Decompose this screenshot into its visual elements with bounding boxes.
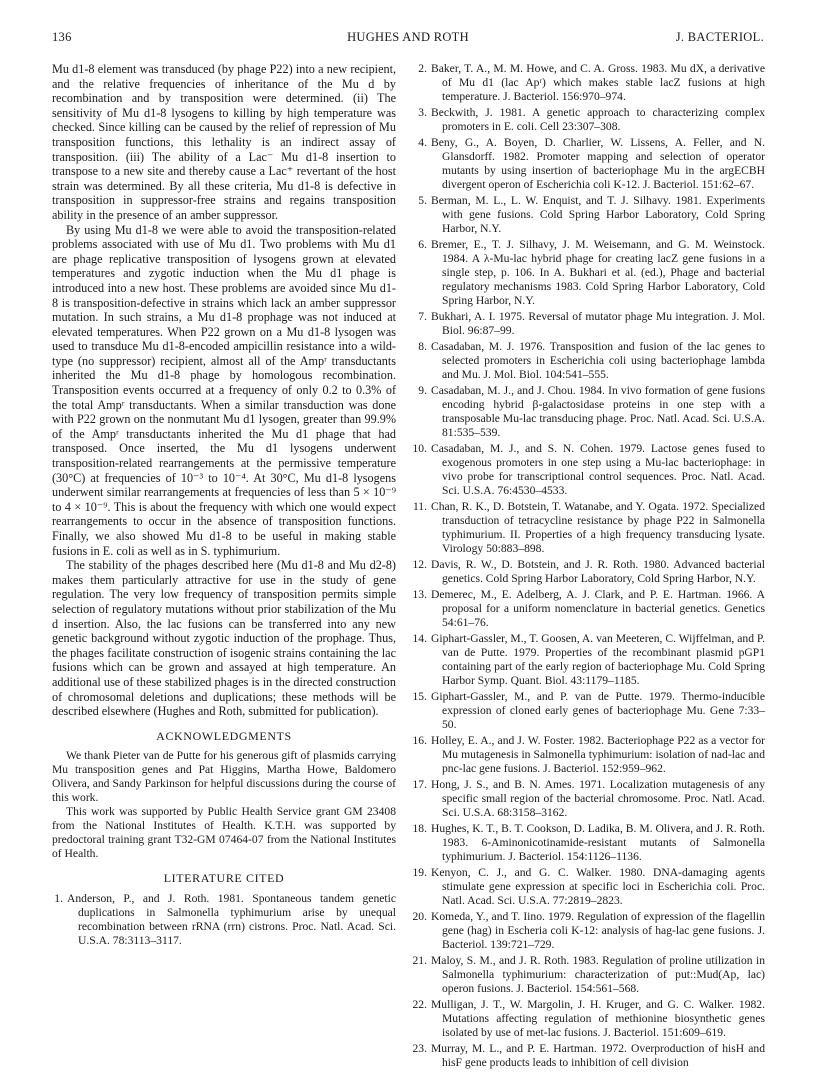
reference-entry — [412, 866, 765, 908]
reference-text: Mulligan, J. T., W. Margolin, J. H. Kruger, and G. C. Walker. 1982. Mutations affecting regulation of methionine biosynthetic genes isolated by use of met-lac fusions. J. Bacteriol. 151:609–619. — [431, 998, 765, 1039]
reference-number: 2. — [418, 62, 427, 75]
reference-number: 8. — [418, 340, 427, 353]
reference-text: Hong, J. S., and B. N. Ames. 1971. Localization mutagenesis of any specific small region of the bacterial chromosome. Proc. Natl. Acad. Sci. U.S.A. 68:3158–3162. — [431, 778, 765, 819]
reference-text: Giphart-Gassler, M., T. Goosen, A. van Meeteren, C. Wijffelman, and P. van de Putte. 1979. Properties of the recombinant plasmid pGP1 containing part of the early region of bacteriophage Mu. Cold Spring Harbor Symp. Quant. Biol. 43:1179–1185. — [431, 632, 765, 687]
reference-number: 13. — [412, 588, 427, 601]
running-authors: HUGHES AND ROTH — [347, 30, 469, 44]
reference-text: Maloy, S. M., and J. R. Roth. 1983. Regulation of proline utilization in Salmonella typhimurium: characterization of put::Mud(Ap, lac) operon fusions. J. Bacteriol. 154:561–568. — [431, 954, 765, 995]
reference-text: Holley, E. A., and J. W. Foster. 1982. Bacteriophage P22 as a vector for Mu mutagenesis in Salmonella typhimurium: isolation of nad-lac and pnc-lac gene fusions. J. Bacteriol. 152:959–962. — [431, 734, 765, 775]
reference-number: 6. — [418, 238, 427, 251]
reference-text: Bukhari, A. I. 1975. Reversal of mutator phage Mu integration. J. Mol. Biol. 96:87–99. — [431, 310, 765, 337]
reference-entry — [412, 910, 765, 952]
reference-text: Chan, R. K., D. Botstein, T. Watanabe, and Y. Ogata. 1972. Specialized transduction of tetracycline resistance by phage P22 in Salmonella typhimurium. II. Properties of a high frequency transducing lysate. Virology 50:883–898. — [431, 500, 765, 555]
reference-number: 23. — [412, 1042, 427, 1055]
reference-entry — [412, 632, 765, 688]
reference-entry — [412, 690, 765, 732]
reference-entry — [412, 500, 765, 556]
reference-entry — [412, 954, 765, 996]
journal-name: J. BACTERIOL. — [675, 30, 764, 44]
reference-number: 15. — [412, 690, 427, 703]
reference-text: Davis, R. W., D. Botstein, and J. R. Roth. 1980. Advanced bacterial genetics. Cold Spring Harbor Laboratory, Cold Spring Harbor, N.Y. — [431, 558, 765, 585]
reference-text: Demerec, M., E. Adelberg, A. J. Clark, and P. E. Hartman. 1966. A proposal for a uniform nomenclature in bacterial genetics. Genetics 54:61–76. — [431, 588, 765, 629]
acknowledgment-paragraph: We thank Pieter van de Putte for his generous gift of plasmids carrying Mu transposition genes and Pat Higgins, Martha Howe, Baldomero Olivera, and Sandy Parkinson for helpful discussions during the course of this work. — [52, 749, 396, 805]
reference-entry — [412, 822, 765, 864]
literature-cited-heading: LITERATURE CITED — [163, 871, 285, 886]
reference-number: 12. — [412, 558, 427, 571]
body-paragraph: By using Mu d1-8 we were able to avoid the transposition-related problems associated with use of Mu d1. Two problems with Mu d1 are phage replicative transposition of lysogens grown at elevated temperatures and zygotic induction when the Mu d1 phage is introduced into a new host. These problems are avoided since Mu d1-8 is transposition-defective in strains which lack an amber suppressor mutation. In such strains, a Mu d1-8 prophage was not induced at elevated temperatures. When P22 grown on a Mu d1-8 lysogen was used to transduce Mu d1-8-encoded ampicillin resistance into a wild-type (no suppressor) recipient, almost all of the Ampʳ transductants inherited the Mu d1-8 phage by homologous recombination. Transposition events occurred at a frequency of only 0.2 to 0.3% of the total Ampʳ transductants. When a similar transduction was done with P22 grown on the nonmutant Mu d1 lysogen, greater than 99.9% of the Ampʳ transductants inherited the Mu d1 phage that had transposed. Once inserted, the Mu d1 lysogens underwent transposition-related rearrangements at the permissive temperature (30°C) at frequencies of 10⁻³ to 10⁻⁴. At 30°C, Mu d1-8 lysogens underwent similar rearrangements at frequencies of less than 5 × 10⁻⁹ to 4 × 10⁻⁹. This is about the frequency with which one would expect rearrangements to occur in the absence of transposition functions. Finally, we also showed Mu d1-8 to be useful in making stable fusions in E. coli as well as in S. typhimurium. — [52, 222, 396, 558]
reference-text: Casadaban, M. J., and S. N. Cohen. 1979. Lactose genes fused to exogenous promoters in one step using a Mu-lac bacteriophage: in vivo probe for transcriptional control sequences. Proc. Natl. Acad. Sci. U.S.A. 76:4530–4533. — [431, 442, 765, 497]
reference-entry — [416, 194, 765, 236]
reference-entry — [412, 778, 765, 820]
reference-text: Beckwith, J. 1981. A genetic approach to characterizing complex promoters in E. coli. Cell 23:307–308. — [431, 106, 765, 133]
reference-text: Hughes, K. T., B. T. Cookson, D. Ladika, B. M. Olivera, and J. R. Roth. 1983. 6-Aminonicotinamide-resistant mutants of Salmonella typhimurium. J. Bacteriol. 154:1126–1136. — [431, 822, 765, 863]
reference-number: 10. — [412, 442, 427, 455]
reference-entry — [416, 340, 765, 382]
reference-number: 18. — [412, 822, 427, 835]
reference-number: 5. — [418, 194, 427, 207]
reference-number: 22. — [412, 998, 427, 1011]
reference-text: Anderson, P., and J. Roth. 1981. Spontaneous tandem genetic duplications in Salmonella typhimurium arise by unequal recombination between rRNA (rrn) cistrons. Proc. Natl. Acad. Sci. U.S.A. 78:3113–3117. — [67, 891, 396, 947]
reference-number: 1. — [54, 891, 63, 905]
reference-number: 9. — [418, 384, 427, 397]
reference-number: 7. — [418, 310, 427, 323]
reference-text: Giphart-Gassler, M., and P. van de Putte. 1979. Thermo-inducible expression of cloned early genes of bacteriophage Mu. Gene 7:33–50. — [431, 690, 765, 731]
body-paragraph: The stability of the phages described here (Mu d1-8 and Mu d2-8) makes them particularly attractive for use in the study of gene regulation. The very low frequency of transposition permits simple selection of regulatory mutations without prior stabilization of the Mu d insertion. Also, the lac fusions can be transferred into any new genetic background without zygotic induction of the prophage. Thus, the phages facilitate construction of isogenic strains containing the lac fusions which can be grown and assayed at high temperature. An additional use of these stabilized phages is in the directed construction of chromosomal deletions and duplications; these methods will be described elsewhere (Hughes and Roth, submitted for publication). — [52, 558, 396, 719]
reference-text: Berman, M. L., L. W. Enquist, and T. J. Silhavy. 1981. Experiments with gene fusions. Cold Spring Harbor Laboratory, Cold Spring Harbor, N.Y. — [431, 194, 765, 235]
reference-number: 16. — [412, 734, 427, 747]
reference-text: Bremer, E., T. J. Silhavy, J. M. Weisemann, and G. M. Weinstock. 1984. A λ-Mu-lac hybrid phage for creating lacZ gene fusions in a single step, p. 106. In A. Bukhari et al. (ed.), Phage and bacterial regulatory mechanisms 1983. Cold Spring Harbor Laboratory, Cold Spring Harbor, N.Y. — [431, 238, 765, 307]
reference-number: 21. — [412, 954, 427, 967]
reference-text: Baker, T. A., M. M. Howe, and C. A. Gross. 1983. Mu dX, a derivative of Mu d1 (lac Apʳ) which makes stable lacZ fusions at high temperature. J. Bacteriol. 156:970–974. — [431, 62, 765, 103]
reference-number: 19. — [412, 866, 427, 879]
reference-entry — [412, 442, 765, 498]
reference-entry — [416, 310, 765, 338]
reference-number: 17. — [412, 778, 427, 791]
reference-text: Casadaban, M. J., and J. Chou. 1984. In vivo formation of gene fusions encoding hybrid β-galactosidase proteins in one step with a transposable Mu-lac transducing phage. Proc. Natl. Acad. Sci. U.S.A. 81:535–539. — [431, 384, 765, 439]
reference-text: Murray, M. L., and P. E. Hartman. 1972. Overproduction of hisH and hisF gene products leads to inhibition of cell division — [431, 1042, 765, 1069]
reference-number: 11. — [412, 500, 427, 513]
reference-entry — [412, 558, 765, 586]
reference-text: Kenyon, C. J., and G. C. Walker. 1980. DNA-damaging agents stimulate gene expression at specific loci in Escherichia coli. Proc. Natl. Acad. Sci. U.S.A. 77:2819–2823. — [431, 866, 765, 907]
reference-entry — [416, 136, 765, 192]
reference-entry — [416, 384, 765, 440]
page-number: 136 — [52, 30, 72, 44]
acknowledgment-paragraph: This work was supported by Public Health Service grant GM 23408 from the National Institutes of Health. K.T.H. was supported by predoctoral training grant T32-GM 07464-07 from the National Institutes of Health. — [52, 805, 396, 861]
acknowledgments-heading: ACKNOWLEDGMENTS — [156, 728, 292, 743]
reference-number: 14. — [412, 632, 427, 645]
reference-entry — [416, 62, 765, 104]
reference-text: Beny, G., A. Boyen, D. Charlier, W. Lissens, A. Feller, and N. Glansdorff. 1982. Promoter mapping and selection of operator mutants by using insertion of bacteriophage Mu in the argECBH divergent operon of Escherichia coli K-12. J. Bacteriol. 151:62–67. — [431, 136, 765, 191]
reference-text: Komeda, Y., and T. Iino. 1979. Regulation of expression of the flagellin gene (hag) in Escheria coli K-12: analysis of hag-lac gene fusions. J. Bacteriol. 139:721–729. — [431, 910, 765, 951]
reference-entry — [416, 106, 765, 134]
reference-entry — [412, 734, 765, 776]
reference-entry — [52, 892, 396, 948]
reference-entry — [412, 588, 765, 630]
reference-entry — [412, 998, 765, 1040]
body-paragraph: Mu d1-8 element was transduced (by phage P22) into a new recipient, and the relative frequencies of inheritance of the Mu d by recombination and by transposition were determined. (ii) The sensitivity of Mu d1-8 lysogens to killing by high temperature was checked. Since killing can be caused by the relief of repression of Mu transposition functions, this lethality is an indirect assay of transposition. (iii) The ability of a Lac⁻ Mu d1-8 insertion to transpose to a new site and thereby cause a Lac⁺ revertant of the host strain was determined. By all these criteria, Mu d1-8 is defective in transposition in suppressor-free strains and regains transposition ability in the presence of an amber suppressor. — [52, 62, 396, 222]
left-column — [52, 62, 396, 950]
reference-number: 4. — [418, 136, 427, 149]
reference-text: Casadaban, M. J. 1976. Transposition and fusion of the lac genes to selected promoters in Escherichia coli using bacteriophage lambda and Mu. J. Mol. Biol. 104:541–555. — [431, 340, 765, 381]
reference-entry — [416, 238, 765, 308]
reference-number: 3. — [418, 106, 427, 119]
running-header — [52, 30, 764, 50]
reference-entry — [412, 1042, 765, 1070]
reference-number: 20. — [412, 910, 427, 923]
right-column — [412, 62, 765, 1072]
